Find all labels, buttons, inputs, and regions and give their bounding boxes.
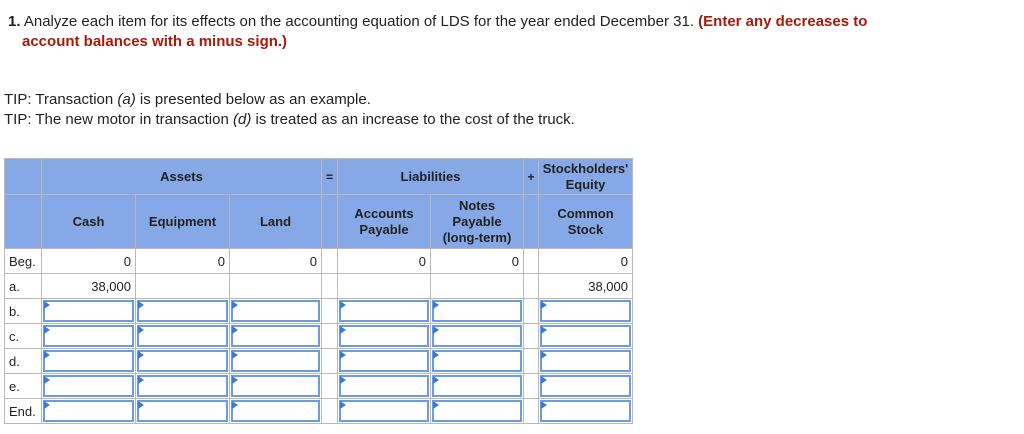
row-label: a. — [5, 274, 42, 299]
cell-marker-icon — [44, 401, 50, 409]
cash-value: 0 — [42, 249, 136, 274]
accounts-payable-input[interactable] — [339, 400, 429, 422]
cell-marker-icon — [340, 326, 346, 334]
cell-marker-icon — [44, 351, 50, 359]
cell-marker-icon — [138, 351, 144, 359]
accounts-payable-input[interactable] — [339, 350, 429, 372]
cell-marker-icon — [433, 301, 439, 309]
cell-marker-icon — [44, 326, 50, 334]
notes-payable-input[interactable] — [432, 350, 522, 372]
cell-marker-icon — [138, 326, 144, 334]
common-stock-input[interactable] — [540, 300, 631, 322]
cell-marker-icon — [433, 401, 439, 409]
land-input[interactable] — [231, 400, 320, 422]
common-stock-input[interactable] — [540, 350, 631, 372]
cell-marker-icon — [232, 376, 238, 384]
land-header: Land — [230, 195, 322, 249]
cell-marker-icon — [340, 351, 346, 359]
equipment-input[interactable] — [137, 325, 228, 347]
accounts-payable-input[interactable] — [339, 375, 429, 397]
question-text — [8, 12, 1013, 52]
table-row-input — [5, 399, 633, 424]
row-label: d. — [5, 349, 42, 374]
equals-sign: = — [322, 159, 338, 195]
equipment-input[interactable] — [137, 400, 228, 422]
cell-marker-icon — [541, 301, 547, 309]
cell-marker-icon — [232, 401, 238, 409]
accounts-payable-input[interactable] — [339, 300, 429, 322]
table-row-a — [5, 274, 633, 299]
stockholders-equity-header: Stockholders' Equity — [539, 159, 633, 195]
tip-1: TIP: Transaction (a) is presented below as an example. — [4, 91, 371, 108]
table-row-input — [5, 349, 633, 374]
equipment-value: 0 — [136, 249, 230, 274]
notes-payable-input[interactable] — [432, 300, 522, 322]
row-label: End. — [5, 399, 42, 424]
cash-input[interactable] — [43, 400, 134, 422]
accounts-payable-header: Accounts Payable — [338, 195, 431, 249]
land-value: 0 — [230, 249, 322, 274]
row-label: c. — [5, 324, 42, 349]
cell-marker-icon — [433, 376, 439, 384]
common-stock-input[interactable] — [540, 325, 631, 347]
cell-marker-icon — [232, 326, 238, 334]
corner-header — [5, 159, 42, 195]
row-label: e. — [5, 374, 42, 399]
cell-marker-icon — [433, 326, 439, 334]
cell-marker-icon — [340, 401, 346, 409]
cell-marker-icon — [232, 301, 238, 309]
land-input[interactable] — [231, 350, 320, 372]
tip-2: TIP: The new motor in transaction (d) is treated as an increase to the cost of the truck. — [4, 111, 575, 128]
common-stock-header: Common Stock — [539, 195, 633, 249]
plus-sign: + — [524, 159, 539, 195]
table-row-input — [5, 324, 633, 349]
cell-marker-icon — [44, 376, 50, 384]
question-body: Analyze each item for its effects on the accounting equation of LDS for the year ended December 31. — [23, 13, 694, 30]
cell-marker-icon — [541, 326, 547, 334]
equals-spacer — [322, 195, 338, 249]
cell-marker-icon — [541, 401, 547, 409]
plus-spacer — [524, 195, 539, 249]
common-stock-value: 38,000 — [539, 274, 633, 299]
equipment-input[interactable] — [137, 350, 228, 372]
equipment-input[interactable] — [137, 375, 228, 397]
cell-marker-icon — [138, 376, 144, 384]
cash-input[interactable] — [43, 350, 134, 372]
cell-marker-icon — [232, 351, 238, 359]
cash-input[interactable] — [43, 375, 134, 397]
notes-payable-header: Notes Payable (long-term) — [431, 195, 524, 249]
accounting-equation-table — [4, 158, 633, 424]
cell-marker-icon — [433, 351, 439, 359]
land-input[interactable] — [231, 325, 320, 347]
cash-header: Cash — [42, 195, 136, 249]
notes-payable-input[interactable] — [432, 375, 522, 397]
accounts-payable-value: 0 — [338, 249, 431, 274]
cash-value: 38,000 — [42, 274, 136, 299]
instruction-line-1: (Enter any decreases to — [698, 13, 868, 30]
label-column-header — [5, 195, 42, 249]
common-stock-input[interactable] — [540, 375, 631, 397]
cell-marker-icon — [44, 301, 50, 309]
cell-marker-icon — [541, 351, 547, 359]
land-input[interactable] — [231, 375, 320, 397]
cell-marker-icon — [138, 401, 144, 409]
instruction-line-2: account balances with a minus sign.) — [22, 33, 288, 50]
notes-payable-value: 0 — [431, 249, 524, 274]
equipment-input[interactable] — [137, 300, 228, 322]
table-row-input — [5, 299, 633, 324]
equipment-header: Equipment — [136, 195, 230, 249]
cash-input[interactable] — [43, 300, 134, 322]
liabilities-header: Liabilities — [338, 159, 524, 195]
cell-marker-icon — [541, 376, 547, 384]
land-input[interactable] — [231, 300, 320, 322]
cash-input[interactable] — [43, 325, 134, 347]
tips — [4, 90, 575, 130]
cell-marker-icon — [138, 301, 144, 309]
common-stock-input[interactable] — [540, 400, 631, 422]
table-row-input — [5, 374, 633, 399]
notes-payable-input[interactable] — [432, 400, 522, 422]
accounts-payable-input[interactable] — [339, 325, 429, 347]
table-row-beg — [5, 249, 633, 274]
row-label: b. — [5, 299, 42, 324]
cell-marker-icon — [340, 376, 346, 384]
assets-header: Assets — [42, 159, 322, 195]
notes-payable-input[interactable] — [432, 325, 522, 347]
common-stock-value: 0 — [539, 249, 633, 274]
cell-marker-icon — [340, 301, 346, 309]
row-label: Beg. — [5, 249, 42, 274]
question-number: 1. — [8, 13, 21, 30]
